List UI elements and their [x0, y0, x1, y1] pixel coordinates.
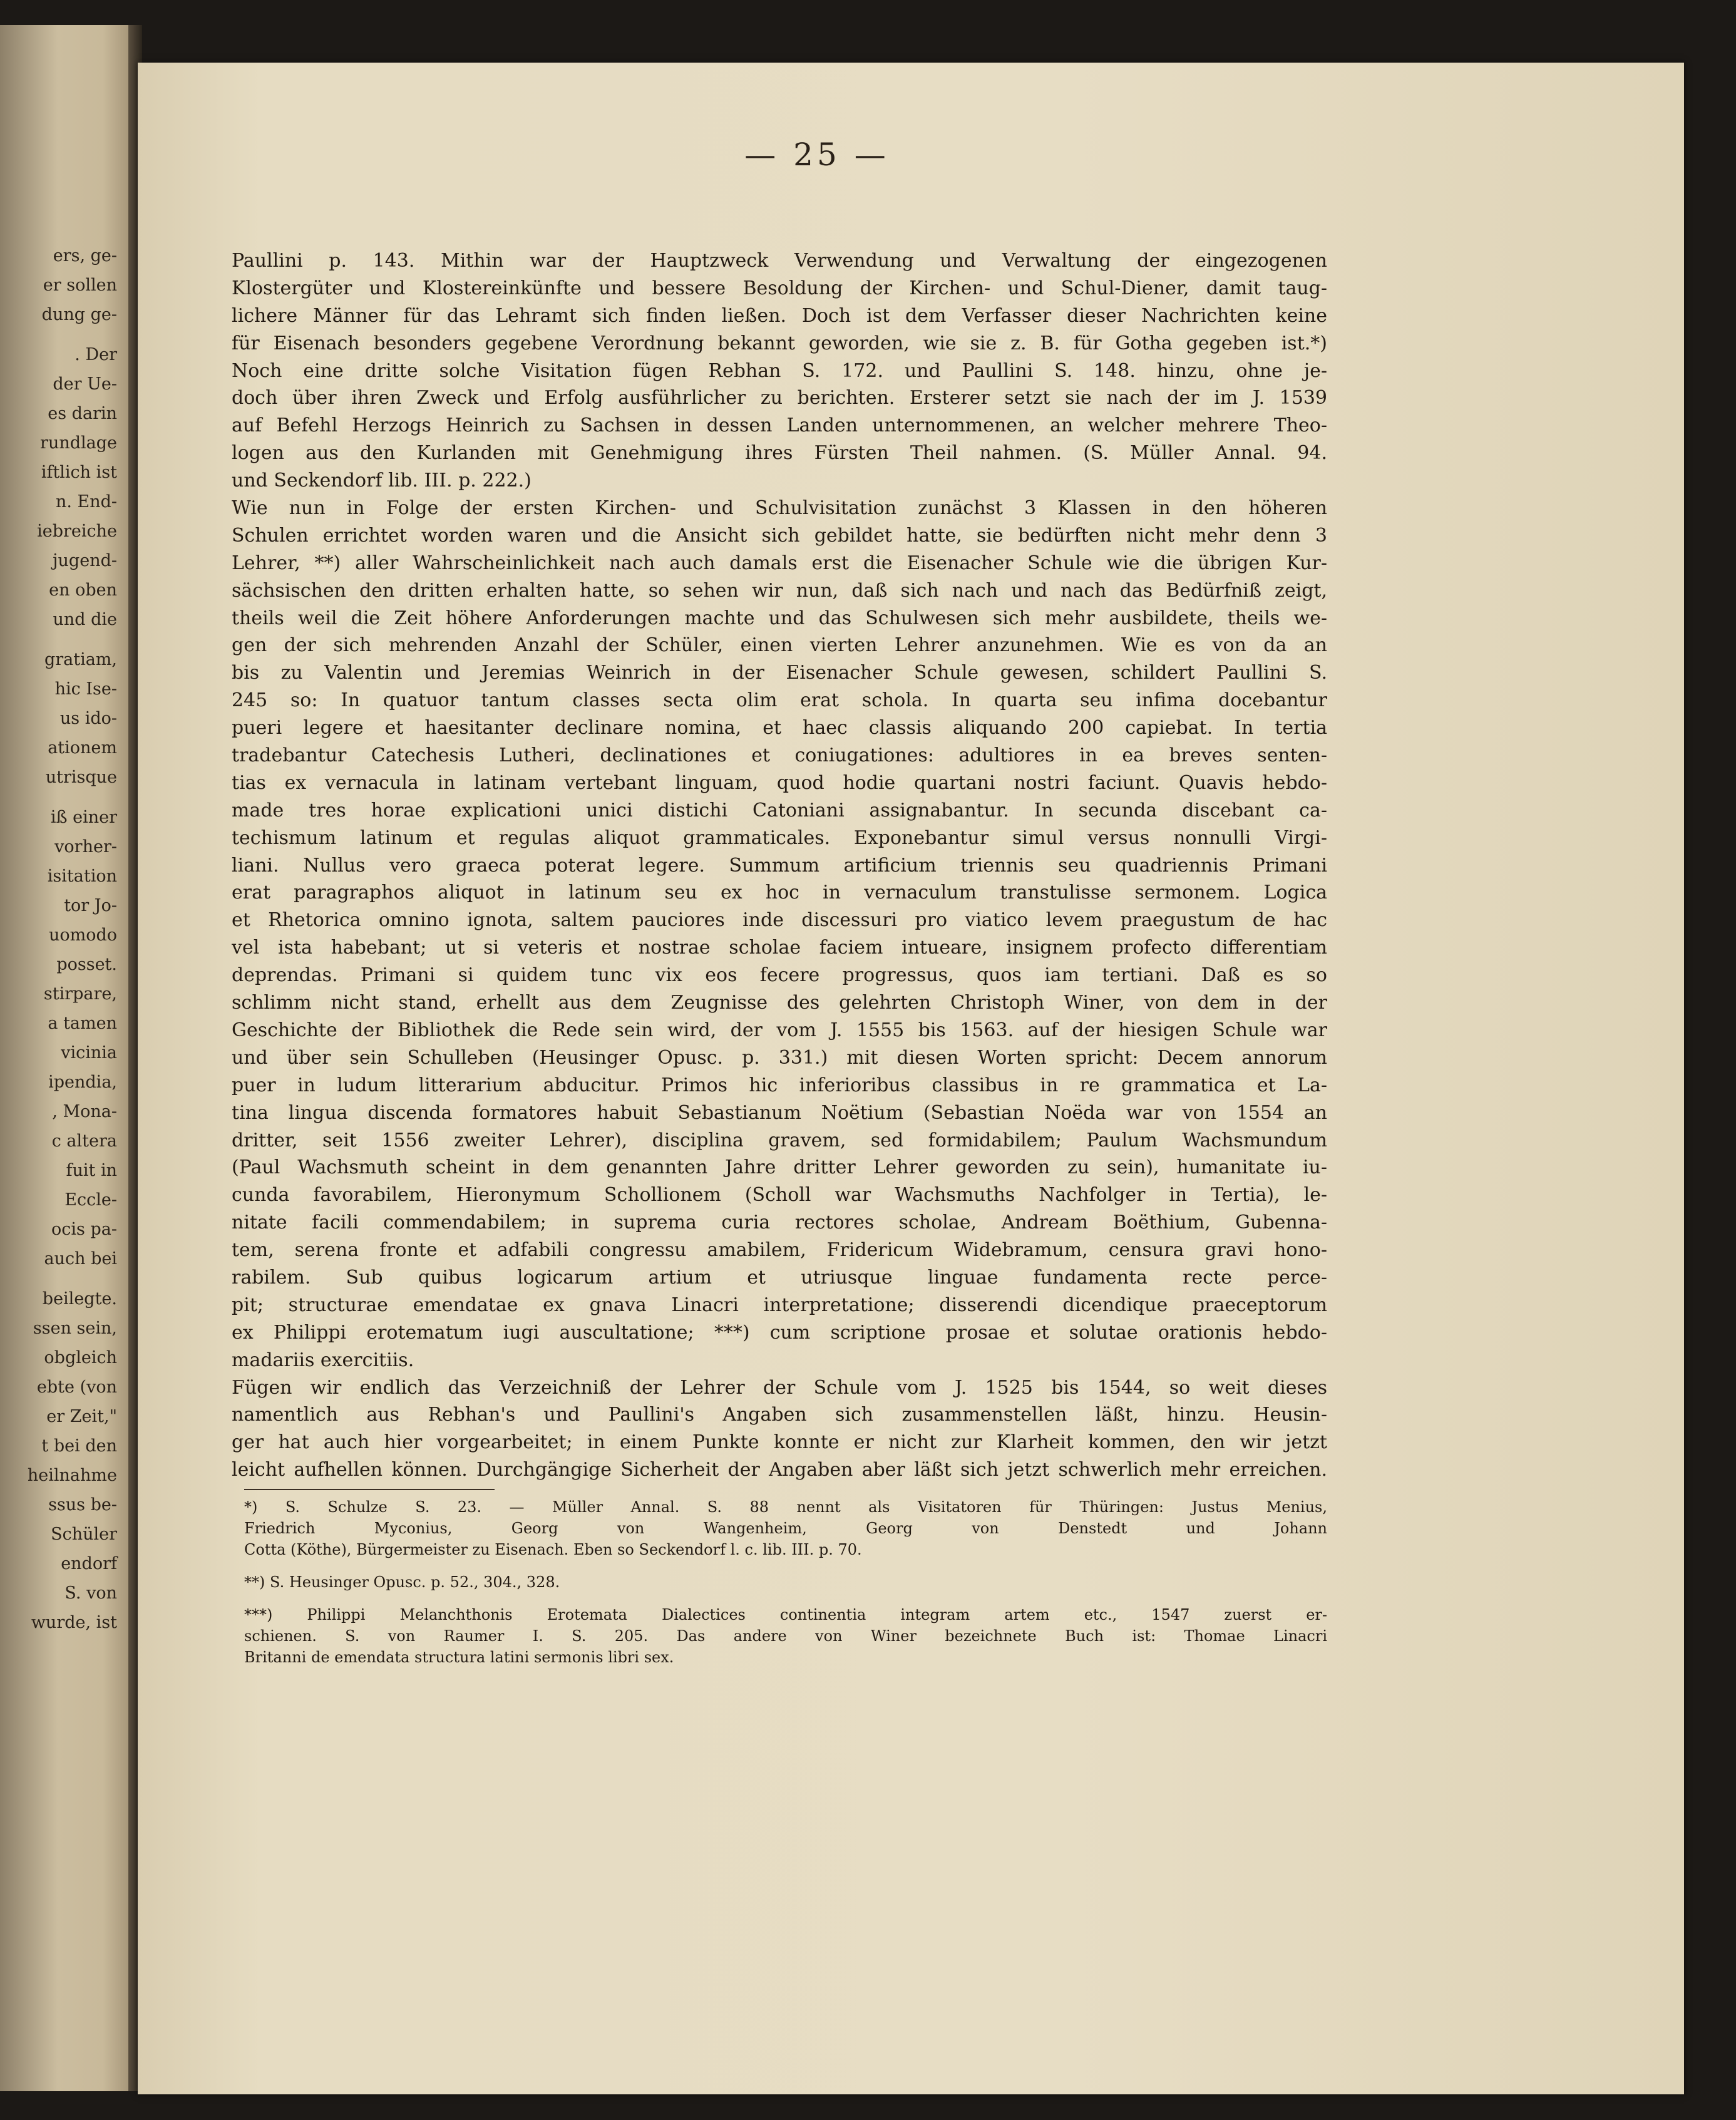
- page-number: — 25 —: [744, 136, 890, 173]
- text-line: deprendas. Primani si quidem tunc vix eos fecere progressus, quos iam tertiani. Daß es so: [232, 964, 1327, 987]
- left-line: iftlich ist: [41, 463, 117, 482]
- main-text: [232, 247, 1327, 1484]
- text-line: auf Befehl Herzogs Heinrich zu Sachsen in dessen Landen unternommenen, an welcher mehrere Theo-: [232, 414, 1327, 437]
- left-line: ipendia,: [48, 1073, 117, 1092]
- text-line: (Paul Wachsmuth scheint in dem genannten Jahre dritter Lehrer geworden zu sein), humanitate iu-: [232, 1156, 1327, 1179]
- left-page-edge: [0, 25, 128, 2091]
- footnote-line: Britanni de emendata structura latini sermonis libri sex.: [244, 1649, 674, 1666]
- left-line: tor Jo-: [64, 896, 117, 915]
- text-line: Noch eine dritte solche Visitation fügen Rebhan S. 172. und Paullini S. 148. hinzu, ohne je-: [232, 359, 1327, 382]
- left-line: vorher-: [54, 837, 117, 857]
- footnote-line: Friedrich Myconius, Georg von Wangenheim, Georg von Denstedt und Johann: [244, 1520, 1327, 1537]
- left-line: Eccle-: [64, 1190, 117, 1210]
- left-line: und die: [53, 610, 117, 629]
- text-line: leicht aufhellen können. Durchgängige Sicherheit der Angaben aber läßt sich jetzt schwerlich mehr erreichen.: [232, 1459, 1327, 1481]
- left-line: ers, ge-: [53, 246, 117, 265]
- left-line: S. von: [64, 1583, 117, 1603]
- left-line: endorf: [61, 1554, 117, 1573]
- left-line: ssus be-: [48, 1495, 117, 1515]
- left-line: a tamen: [48, 1014, 117, 1033]
- text-line: gen der sich mehrenden Anzahl der Schüler, einen vierten Lehrer anzunehmen. Wie es von da an: [232, 634, 1327, 657]
- text-line: ex Philippi erotematum iugi auscultatione; ***) cum scriptione prosae et solutae orationis hebdo-: [232, 1321, 1327, 1344]
- left-line: n. End-: [55, 492, 117, 512]
- left-line: stirpare,: [43, 984, 117, 1004]
- text-line: vel ista habebant; ut si veteris et nostrae scholae faciem intueare, insignem profecto differentiam: [232, 937, 1327, 959]
- left-line: er Zeit,": [46, 1407, 117, 1426]
- left-line: iß einer: [50, 808, 117, 827]
- left-line: posset.: [56, 955, 117, 974]
- left-line: beilegte.: [42, 1289, 117, 1309]
- text-line: sächsischen den dritten erhalten hatte, so sehen wir nun, daß sich nach und nach das Bedürfniß zeigt,: [232, 579, 1327, 602]
- left-line: c altera: [51, 1131, 117, 1151]
- text-line: theils weil die Zeit höhere Anforderungen machte und das Schulwesen sich mehr ausbildete, theils we-: [232, 607, 1327, 629]
- text-line: und Seckendorf lib. III. p. 222.): [232, 470, 532, 492]
- text-line: Wie nun in Folge der ersten Kirchen- und Schulvisitation zunächst 3 Klassen in den höheren: [232, 497, 1327, 520]
- left-line: wurde, ist: [31, 1613, 117, 1632]
- left-line: er sollen: [43, 275, 117, 295]
- text-line: Fügen wir endlich das Verzeichniß der Lehrer der Schule vom J. 1525 bis 1544, so weit dieses: [232, 1376, 1327, 1399]
- left-line: es darin: [48, 404, 117, 423]
- footnote-line: ***) Philippi Melanchthonis Erotemata Dialectices continentia integram artem etc., 1547 zuerst er-: [244, 1606, 1327, 1623]
- text-line: cunda favorabilem, Hieronymum Schollionem (Scholl war Wachsmuths Nachfolger in Tertia), le-: [232, 1184, 1327, 1207]
- footnote-line: *) S. Schulze S. 23. — Müller Annal. S. 88 nennt als Visitatoren für Thüringen: Justus Menius,: [244, 1498, 1327, 1516]
- left-line: iebreiche: [37, 522, 117, 541]
- left-line: Schüler: [51, 1525, 117, 1544]
- text-line: 245 so: In quatuor tantum classes secta olim erat schola. In quarta seu infima docebantur: [232, 689, 1327, 712]
- footnotes: [244, 1496, 1327, 1668]
- text-line: pit; structurae emendatae ex gnava Linacri interpretatione; disserendi dicendique praeceptorum: [232, 1294, 1327, 1316]
- text-line: tina lingua discenda formatores habuit Sebastianum Noëtium (Sebastian Noëda war von 1554 an: [232, 1101, 1327, 1124]
- left-page-text: [0, 241, 128, 1637]
- left-line: uomodo: [48, 925, 117, 945]
- text-line: tradebantur Catechesis Lutheri, declinationes et coniugationes: adultiores in ea breves senten-: [232, 744, 1327, 767]
- text-line: rabilem. Sub quibus logicarum artium et utriusque linguae fundamenta recte perce-: [232, 1266, 1327, 1289]
- text-line: nitate facili commendabilem; in suprema curia rectores scholae, Andream Boëthium, Gubenna-: [232, 1212, 1327, 1234]
- text-line: und über sein Schulleben (Heusinger Opusc. p. 331.) mit diesen Worten spricht: Decem annorum: [232, 1046, 1327, 1069]
- text-line: techismum latinum et regulas aliquot grammaticales. Exponebantur simul versus nonnulli Virgi-: [232, 826, 1327, 849]
- left-line: fuit in: [66, 1161, 117, 1180]
- left-line: ebte (von: [36, 1377, 117, 1397]
- left-line: auch bei: [44, 1249, 117, 1268]
- text-line: tias ex vernacula in latinam vertebant linguam, quod hodie quartani nostri faciunt. Quavis hebdo-: [232, 771, 1327, 794]
- text-line: namentlich aus Rebhan's und Paullini's Angaben sich zusammenstellen läßt, hinzu. Heusin-: [232, 1404, 1327, 1426]
- footnote-line: schienen. S. von Raumer I. S. 205. Das andere von Winer bezeichnete Buch ist: Thomae Linacri: [244, 1627, 1327, 1645]
- left-line: us ido-: [59, 709, 117, 728]
- left-line: vicinia: [61, 1043, 117, 1063]
- text-line: erat paragraphos aliquot in latinum seu ex hoc in vernaculum transtulisse sermonem. Logica: [232, 882, 1327, 904]
- text-line: ger hat auch hier vorgearbeitet; in einem Punkte konnte er nicht zur Klarheit kommen, den wir jetzt: [232, 1431, 1327, 1454]
- left-line: ationem: [48, 738, 117, 758]
- left-line: obgleich: [44, 1348, 117, 1367]
- text-line: Paullini p. 143. Mithin war der Hauptzweck Verwendung und Verwaltung der eingezogenen: [232, 250, 1327, 272]
- left-line: utrisque: [45, 768, 117, 787]
- text-line: Klostergüter und Klostereinkünfte und bessere Besoldung der Kirchen- und Schul-Diener, damit taug-: [232, 277, 1327, 299]
- text-line: puer in ludum litterarium abducitur. Primos hic inferioribus classibus in re grammatica et La-: [232, 1074, 1327, 1096]
- left-line: dung ge-: [41, 305, 117, 324]
- left-line: ssen sein,: [33, 1319, 117, 1338]
- text-line: made tres horae explicationi unici distichi Catoniani assignabantur. In secunda discebant ca-: [232, 799, 1327, 821]
- text-line: tem, serena fronte et adfabili congressu amabilem, Fridericum Widebramum, censura gravi hono-: [232, 1239, 1327, 1262]
- text-line: dritter, seit 1556 zweiter Lehrer), disciplina gravem, sed formidabilem; Paulum Wachsmundum: [232, 1129, 1327, 1151]
- left-line: hic Ise-: [54, 679, 117, 699]
- left-line: en oben: [49, 580, 117, 600]
- footnote-line: Cotta (Köthe), Bürgermeister zu Eisenach. Eben so Seckendorf l. c. lib. III. p. 70.: [244, 1541, 862, 1558]
- left-line: der Ue-: [53, 374, 117, 394]
- text-line: liani. Nullus vero graeca poterat legere. Summum artificium triennis seu quadriennis Primani: [232, 854, 1327, 877]
- text-line: Schulen errichtet worden waren und die Ansicht sich gebildet hatte, sie bedürften nicht mehr denn 3: [232, 524, 1327, 547]
- text-line: et Rhetorica omnino ignota, saltem pauciores inde discessuri pro viatico levem praegustum de hac: [232, 909, 1327, 932]
- text-line: schlimm nicht stand, erhellt aus dem Zeugnisse des gelehrten Christoph Winer, von dem in der: [232, 992, 1327, 1014]
- left-line: . Der: [74, 345, 117, 364]
- left-line: gratiam,: [44, 650, 117, 669]
- left-line: heilnahme: [27, 1466, 117, 1485]
- text-line: für Eisenach besonders gegebene Verordnung bekannt geworden, wie sie z. B. für Gotha gegeben ist.*): [232, 332, 1327, 354]
- text-line: logen aus den Kurlanden mit Genehmigung ihres Fürsten Theil nahmen. (S. Müller Annal. 94.: [232, 442, 1327, 465]
- text-line: doch über ihren Zweck und Erfolg ausführlicher zu berichten. Ersterer setzt sie nach der im J. 1539: [232, 387, 1327, 409]
- text-line: lichere Männer für das Lehramt sich finden ließen. Doch ist dem Verfasser dieser Nachrichten keine: [232, 304, 1327, 327]
- footnote-rule: [244, 1489, 495, 1490]
- left-line: rundlage: [40, 433, 117, 453]
- text-line: bis zu Valentin und Jeremias Weinrich in der Eisenacher Schule gewesen, schildert Paullini S.: [232, 662, 1327, 684]
- left-line: ocis pa-: [51, 1220, 117, 1239]
- text-line: Geschichte der Bibliothek die Rede sein wird, der vom J. 1555 bis 1563. auf der hiesigen Schule war: [232, 1019, 1327, 1041]
- left-line: t bei den: [41, 1436, 117, 1456]
- text-line: pueri legere et haesitanter declinare nomina, et haec classis aliquando 200 capiebat. In tertia: [232, 717, 1327, 739]
- left-line: isitation: [47, 867, 117, 886]
- left-line: , Mona-: [52, 1102, 117, 1121]
- text-line: madariis exercitiis.: [232, 1349, 414, 1371]
- left-line: jugend-: [53, 551, 117, 570]
- text-line: Lehrer, **) aller Wahrscheinlichkeit nach auch damals erst die Eisenacher Schule wie die übrigen Kur-: [232, 552, 1327, 574]
- footnote-line: **) S. Heusinger Opusc. p. 52., 304., 328.: [244, 1573, 560, 1591]
